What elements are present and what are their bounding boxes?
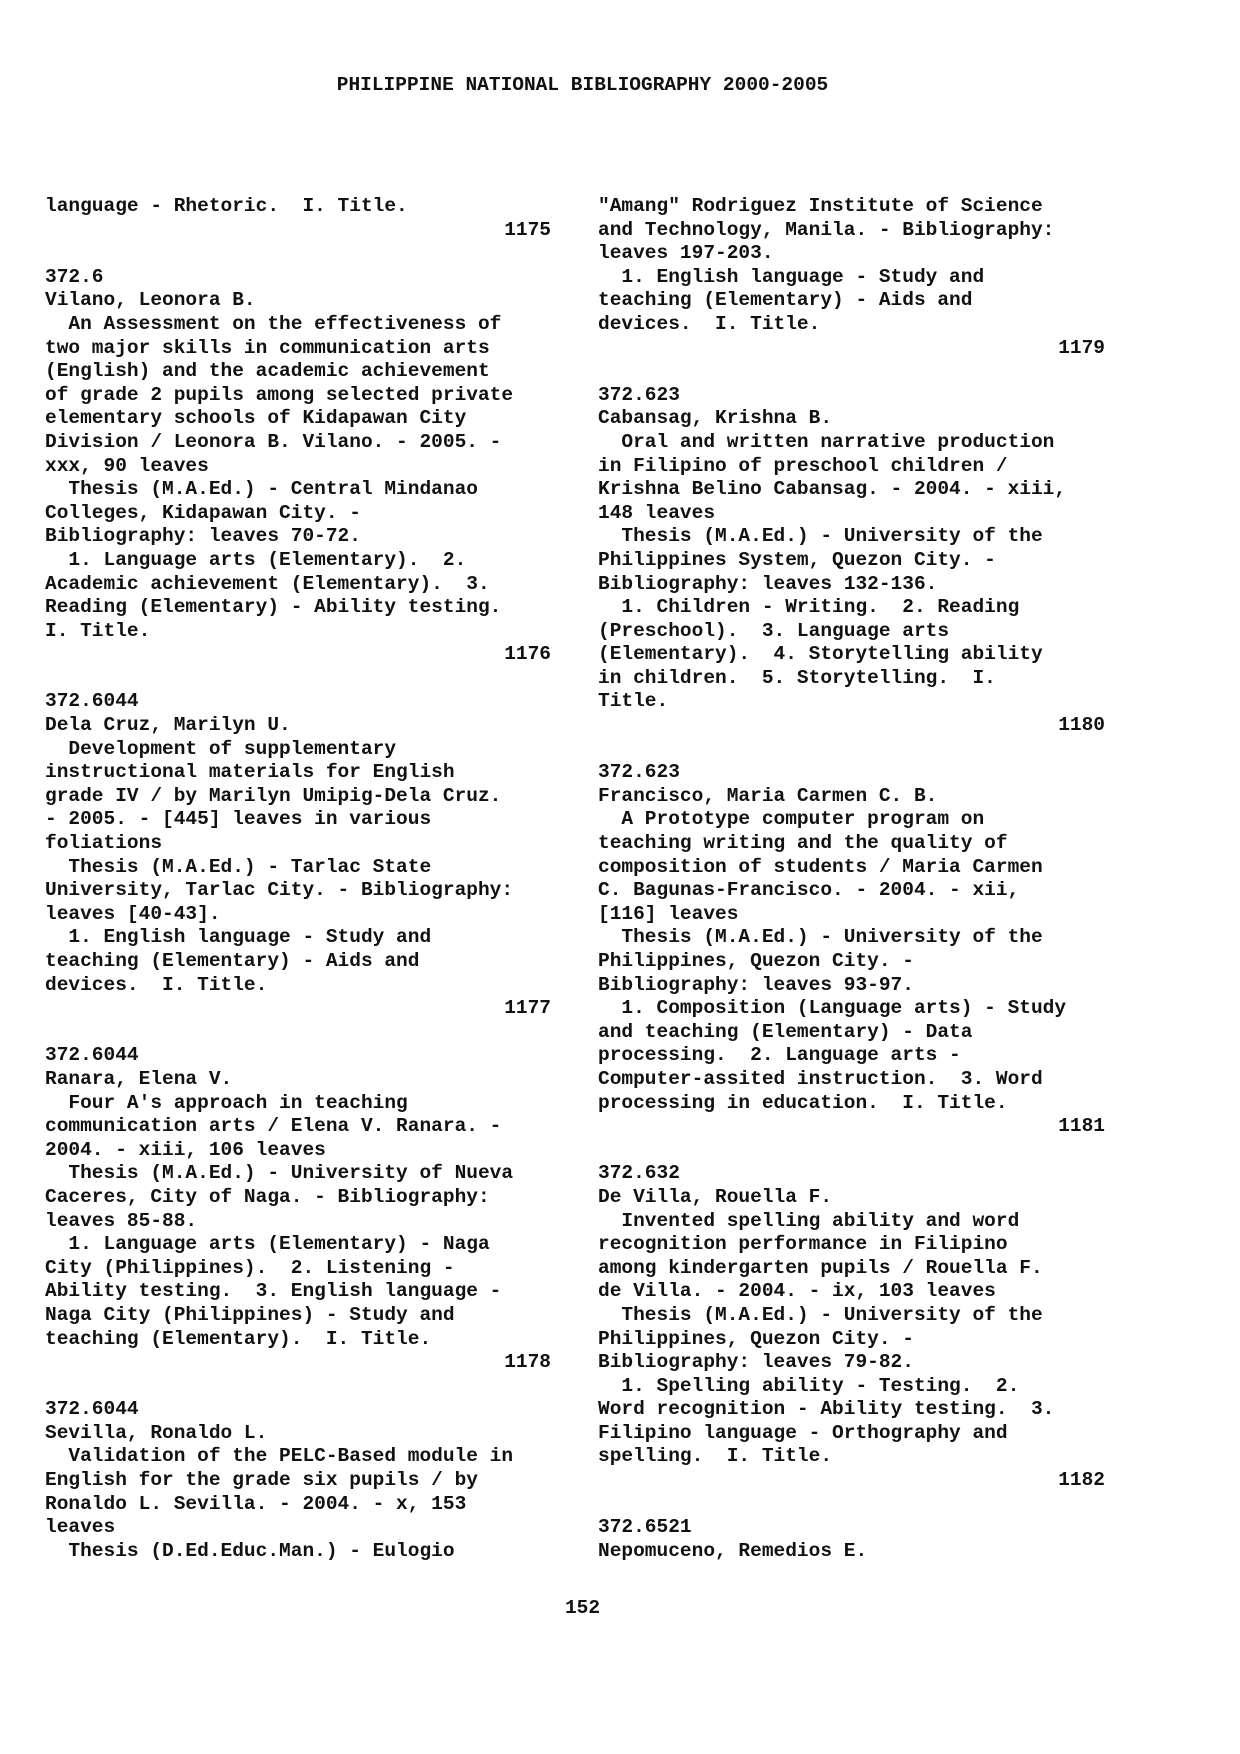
left-text-line: 372.6044 xyxy=(45,1398,139,1421)
left-text-line: City (Philippines). 2. Listening - xyxy=(45,1256,455,1279)
left-text-line: Caceres, City of Naga. - Bibliography: xyxy=(45,1185,490,1208)
left-blank-line xyxy=(45,1021,551,1045)
right-text-line: Computer-assited instruction. 3. Word xyxy=(598,1067,1043,1090)
right-text-line: Bibliography: leaves 132-136. xyxy=(598,572,938,595)
left-text-line: (English) and the academic achievement xyxy=(45,360,490,383)
right-text-line: de Villa. - 2004. - ix, 103 leaves xyxy=(598,1280,996,1303)
right-text-line: teaching (Elementary) - Aids and xyxy=(598,289,973,312)
right-text-line: leaves 197-203. xyxy=(598,242,774,265)
left-text-line: Academic achievement (Elementary). 3. xyxy=(45,572,490,595)
left-text-line: Naga City (Philippines) - Study and xyxy=(45,1303,455,1326)
left-text-line: Colleges, Kidapawan City. - xyxy=(45,501,361,524)
left-text-line: Four A's approach in teaching xyxy=(45,1091,408,1114)
left-blank-line xyxy=(45,242,551,266)
right-text-line: Bibliography: leaves 93-97. xyxy=(598,973,914,996)
right-text-line: (Elementary). 4. Storytelling ability xyxy=(598,643,1043,666)
right-entry-number: 1180 xyxy=(1058,714,1105,737)
right-blank-line xyxy=(598,360,1105,384)
left-text-line: teaching (Elementary) - Aids and xyxy=(45,950,420,972)
left-text-line: Thesis (M.A.Ed.) - Tarlac State xyxy=(45,855,432,878)
right-blank-line xyxy=(598,1493,1105,1517)
left-text-line: Thesis (D.Ed.Educ.Man.) - Eulogio xyxy=(45,1539,455,1562)
right-text-line: 1. English language - Study and xyxy=(598,265,985,288)
left-text-line: Development of supplementary xyxy=(45,737,397,760)
right-blank-line xyxy=(598,738,1105,762)
left-text-line: 1. Language arts (Elementary) - Naga xyxy=(45,1233,490,1256)
left-text-line: 372.6044 xyxy=(45,690,139,713)
left-text-line: 1. English language - Study and xyxy=(45,926,432,949)
right-text-line: devices. I. Title. xyxy=(598,312,821,335)
left-text-line: 1. Language arts (Elementary). 2. xyxy=(45,548,467,571)
right-text-line: Cabansag, Krishna B. xyxy=(598,407,833,430)
right-text-line: processing. 2. Language arts - xyxy=(598,1044,961,1067)
left-entry-number: 1175 xyxy=(504,218,551,241)
left-text-line: xxx, 90 leaves xyxy=(45,454,209,477)
left-text-line: grade IV / by Marilyn Umipig-Dela Cruz. xyxy=(45,784,502,807)
left-text-line: leaves xyxy=(45,1516,116,1539)
right-text-line: Thesis (M.A.Ed.) - University of the xyxy=(598,525,1043,548)
left-text-line: Sevilla, Ronaldo L. xyxy=(45,1421,268,1444)
left-text-line: leaves 85-88. xyxy=(45,1209,198,1232)
right-blank-line xyxy=(598,1139,1105,1163)
left-text-line: I. Title. xyxy=(45,619,151,642)
left-text-line: Bibliography: leaves 70-72. xyxy=(45,525,361,548)
right-text-line: and Technology, Manila. - Bibliography: xyxy=(598,218,1055,241)
left-text-line: Ability testing. 3. English language - xyxy=(45,1280,502,1303)
right-text-line: Filipino language - Orthography and xyxy=(598,1421,1008,1444)
right-text-line: Nepomuceno, Remedios E. xyxy=(598,1539,868,1562)
right-text-line: Philippines, Quezon City. - xyxy=(598,950,914,972)
right-text-line: 1. Children - Writing. 2. Reading xyxy=(598,596,1020,619)
left-entry-number: 1177 xyxy=(504,997,551,1020)
right-text-line: composition of students / Maria Carmen xyxy=(598,855,1043,878)
right-text-line: Word recognition - Ability testing. 3. xyxy=(598,1398,1055,1421)
left-text-line: Dela Cruz, Marilyn U. xyxy=(45,714,291,737)
left-column xyxy=(45,195,551,1563)
left-text-line: language - Rhetoric. I. Title. xyxy=(45,195,408,217)
left-text-line: 372.6 xyxy=(45,265,104,288)
right-text-line: processing in education. I. Title. xyxy=(598,1091,1008,1114)
left-text-line: elementary schools of Kidapawan City xyxy=(45,407,467,430)
right-text-line: Thesis (M.A.Ed.) - University of the xyxy=(598,926,1043,949)
running-header: PHILIPPINE NATIONAL BIBLIOGRAPHY 2000-2005 xyxy=(336,74,829,96)
right-text-line: in children. 5. Storytelling. I. xyxy=(598,666,996,689)
right-text-line: C. Bagunas-Francisco. - 2004. - xii, xyxy=(598,879,1020,902)
left-text-line: 2004. - xiii, 106 leaves xyxy=(45,1138,326,1161)
right-text-line: in Filipino of preschool children / xyxy=(598,454,1008,477)
right-text-line: A Prototype computer program on xyxy=(598,808,985,831)
right-text-line: Philippines System, Quezon City. - xyxy=(598,548,996,571)
right-text-line: recognition performance in Filipino xyxy=(598,1233,1008,1256)
right-text-line: spelling. I. Title. xyxy=(598,1445,833,1468)
left-text-line: Vilano, Leonora B. xyxy=(45,289,256,312)
right-text-line: Thesis (M.A.Ed.) - University of the xyxy=(598,1303,1043,1326)
right-text-line: and teaching (Elementary) - Data xyxy=(598,1020,973,1043)
left-text-line: instructional materials for English xyxy=(45,761,455,784)
left-text-line: communication arts / Elena V. Ranara. - xyxy=(45,1115,502,1138)
right-text-line: Francisco, Maria Carmen C. B. xyxy=(598,784,938,807)
left-text-line: two major skills in communication arts xyxy=(45,336,490,359)
left-text-line: devices. I. Title. xyxy=(45,973,268,996)
right-text-line: 372.632 xyxy=(598,1162,680,1185)
right-text-line: 1. Spelling ability - Testing. 2. xyxy=(598,1374,1020,1397)
right-text-line: Oral and written narrative production xyxy=(598,430,1055,453)
right-text-line: Title. xyxy=(598,690,669,713)
right-entry-number: 1181 xyxy=(1058,1115,1105,1138)
right-text-line: Bibliography: leaves 79-82. xyxy=(598,1351,914,1374)
right-text-line: "Amang" Rodriguez Institute of Science xyxy=(598,195,1043,217)
left-blank-line xyxy=(45,667,551,691)
left-text-line: 372.6044 xyxy=(45,1044,139,1067)
left-text-line: Division / Leonora B. Vilano. - 2005. - xyxy=(45,430,502,453)
left-text-line: Reading (Elementary) - Ability testing. xyxy=(45,596,502,619)
left-text-line: An Assessment on the effectiveness of xyxy=(45,312,502,335)
right-text-line: 148 leaves xyxy=(598,501,716,524)
left-entry-number: 1176 xyxy=(504,643,551,666)
right-text-line: [116] leaves xyxy=(598,902,739,925)
right-text-line: 1. Composition (Language arts) - Study xyxy=(598,997,1067,1020)
left-text-line: of grade 2 pupils among selected private xyxy=(45,383,514,406)
right-text-line: Krishna Belino Cabansag. - 2004. - xiii, xyxy=(598,478,1067,501)
left-text-line: Ronaldo L. Sevilla. - 2004. - x, 153 xyxy=(45,1492,467,1515)
right-text-line: Philippines, Quezon City. - xyxy=(598,1327,914,1350)
left-text-line: University, Tarlac City. - Bibliography: xyxy=(45,879,514,902)
right-text-line: (Preschool). 3. Language arts xyxy=(598,619,950,642)
left-text-line: Validation of the PELC-Based module in xyxy=(45,1445,514,1468)
left-text-line: - 2005. - [445] leaves in various xyxy=(45,808,432,831)
right-text-line: among kindergarten pupils / Rouella F. xyxy=(598,1256,1043,1279)
page-number: 152 xyxy=(564,1597,601,1619)
left-entry-number: 1178 xyxy=(504,1351,551,1374)
left-text-line: English for the grade six pupils / by xyxy=(45,1469,478,1492)
left-text-line: teaching (Elementary). I. Title. xyxy=(45,1327,432,1350)
left-text-line: foliations xyxy=(45,832,163,855)
right-text-line: 372.623 xyxy=(598,383,680,406)
left-text-line: Ranara, Elena V. xyxy=(45,1067,233,1090)
right-text-line: teaching writing and the quality of xyxy=(598,832,1008,855)
right-text-line: 372.6521 xyxy=(598,1516,692,1539)
right-entry-number: 1179 xyxy=(1058,336,1105,359)
left-text-line: leaves [40-43]. xyxy=(45,902,221,925)
right-text-line: Invented spelling ability and word xyxy=(598,1209,1020,1232)
right-entry-number: 1182 xyxy=(1058,1469,1105,1492)
left-text-line: Thesis (M.A.Ed.) - University of Nueva xyxy=(45,1162,514,1185)
left-blank-line xyxy=(45,1375,551,1399)
right-column xyxy=(598,195,1105,1563)
left-text-line: Thesis (M.A.Ed.) - Central Mindanao xyxy=(45,478,478,501)
right-text-line: De Villa, Rouella F. xyxy=(598,1185,833,1208)
right-text-line: 372.623 xyxy=(598,761,680,784)
